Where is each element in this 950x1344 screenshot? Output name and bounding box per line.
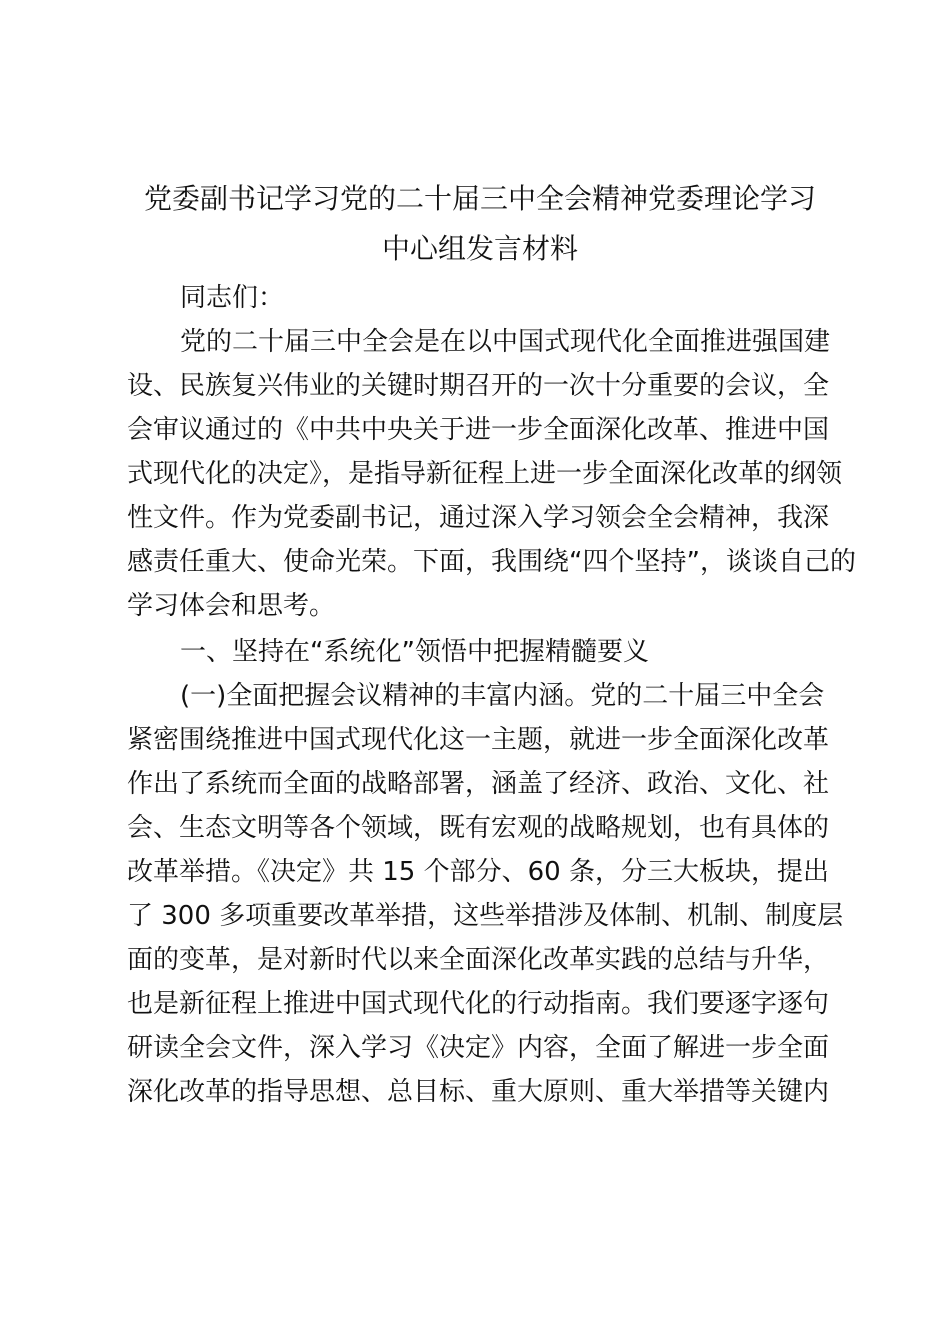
body-line: 了 300 多项重要改革举措，这些举措涉及体制、机制、制度层	[127, 901, 844, 931]
body-line: 也是新征程上推进中国式现代化的行动指南。我们要逐字逐句	[127, 989, 830, 1019]
body-line: 性文件。作为党委副书记，通过深入学习领会全会精神，我深	[127, 503, 830, 533]
document-title-line-1: 党委副书记学习党的二十届三中全会精神党委理论学习	[143, 182, 816, 215]
body-line: 紧密围绕推进中国式现代化这一主题，就进一步全面深化改革	[127, 725, 830, 755]
body-line: 研读全会文件，深入学习《决定》内容，全面了解进一步全面	[127, 1033, 830, 1063]
body-line: 深化改革的指导思想、总目标、重大原则、重大举措等关键内	[127, 1077, 830, 1107]
body-line: 党的二十届三中全会是在以中国式现代化全面推进强国建	[180, 327, 831, 357]
body-line: 会审议通过的《中共中央关于进一步全面深化改革、推进中国	[127, 415, 830, 445]
body-line: 面的变革，是对新时代以来全面深化改革实践的总结与升华，	[127, 945, 830, 975]
body-line: 学习体会和思考。	[127, 591, 336, 621]
section-heading: 一、坚持在“系统化”领悟中把握精髓要义	[180, 637, 649, 667]
body-line: 改革举措。《决定》共 15 个部分、60 条，分三大板块，提出	[127, 857, 829, 887]
body-line: 会、生态文明等各个领域，既有宏观的战略规划，也有具体的	[127, 813, 830, 843]
body-line: (一)全面把握会议精神的丰富内涵。党的二十届三中全会	[180, 681, 825, 711]
body-line: 作出了系统而全面的战略部署，涵盖了经济、政治、文化、社	[127, 769, 830, 799]
body-line: 设、民族复兴伟业的关键时期召开的一次十分重要的会议，全	[127, 371, 830, 401]
salutation: 同志们：	[180, 283, 285, 313]
body-line: 式现代化的决定》，是指导新征程上进一步全面深化改革的纲领	[127, 459, 843, 489]
body-line: 感责任重大、使命光荣。下面，我围绕“四个坚持”，谈谈自己的	[127, 547, 856, 577]
document-title-line-2: 中心组发言材料	[381, 232, 578, 265]
